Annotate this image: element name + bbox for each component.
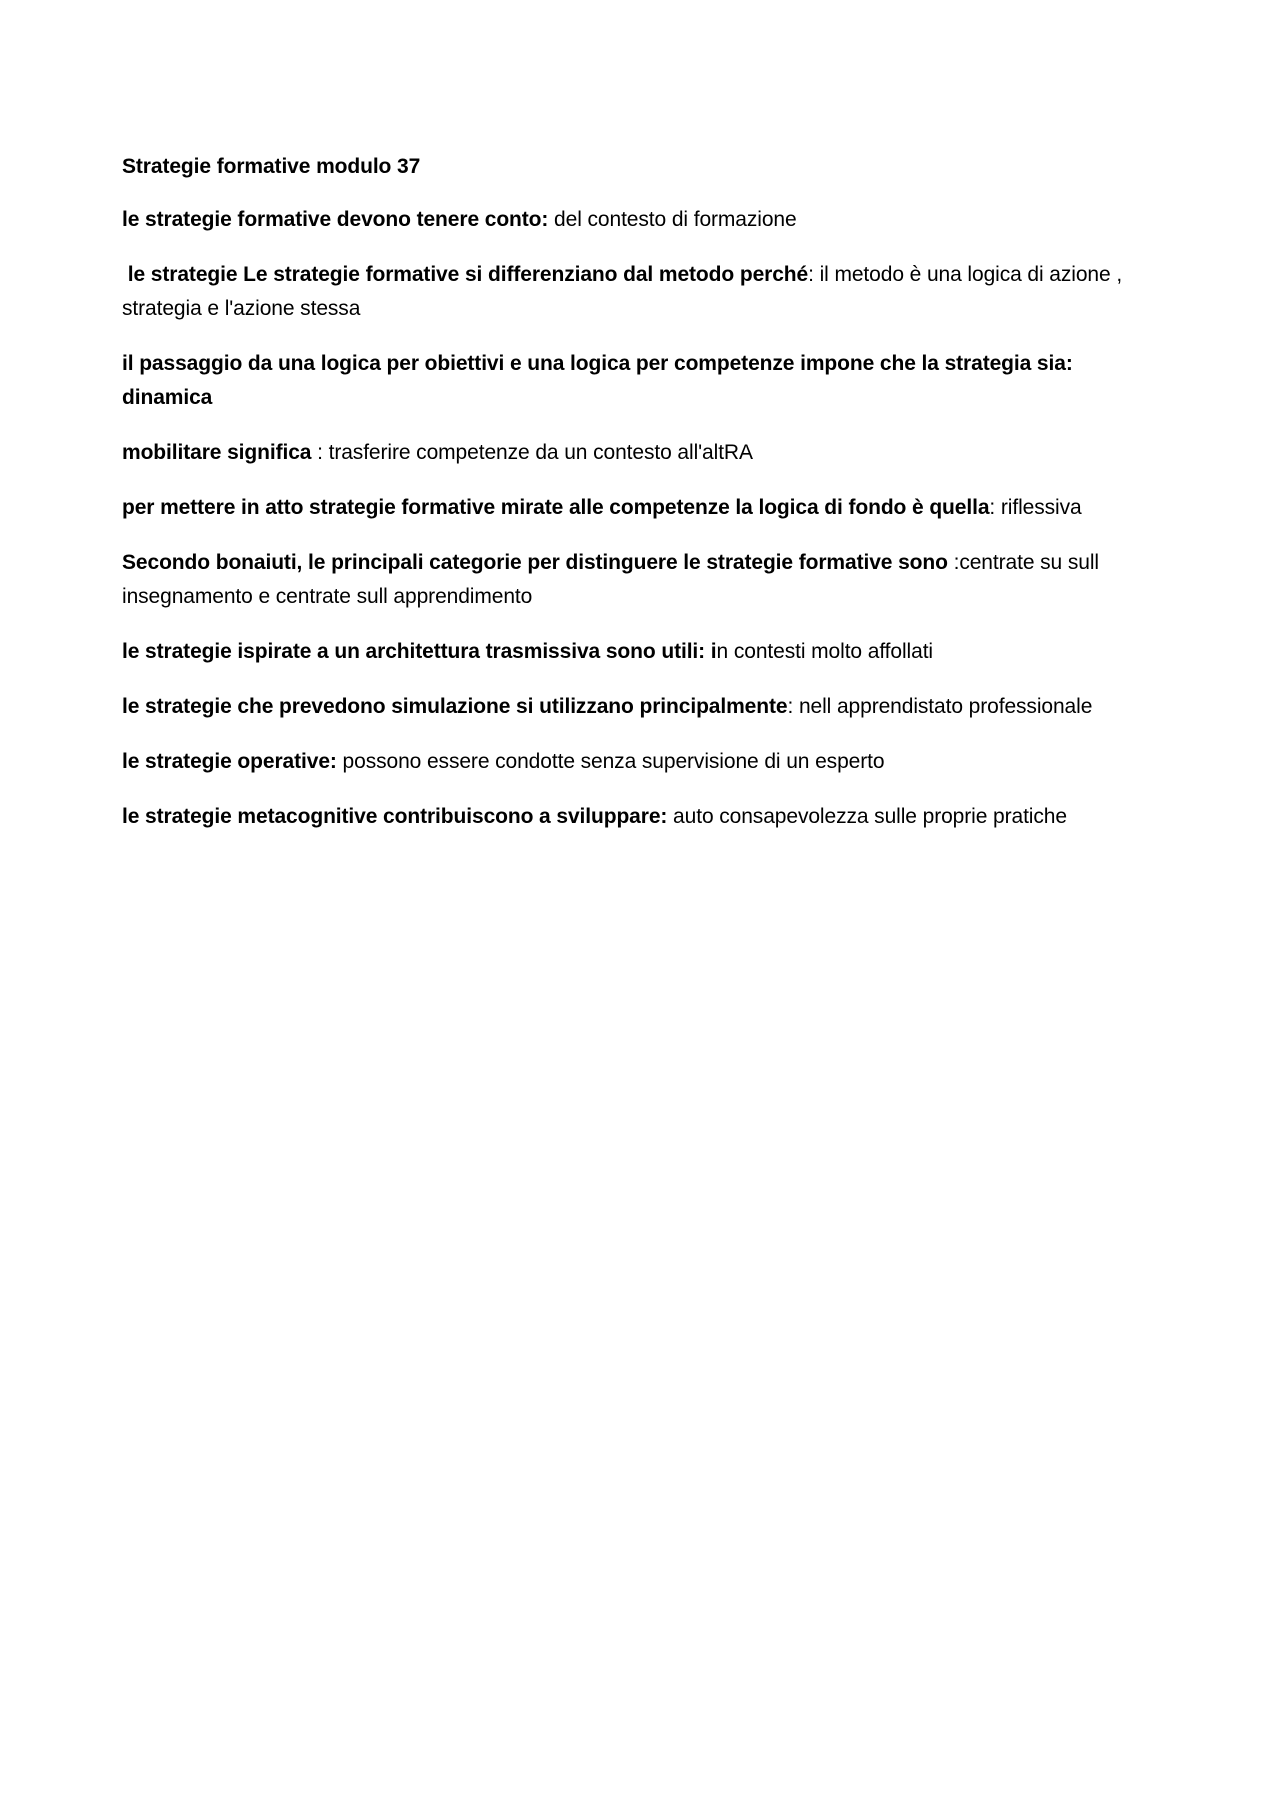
document-title: [122, 150, 1162, 184]
paragraph-8-answer: : nell apprendistato professionale: [787, 695, 1093, 718]
paragraph-3-question: il passaggio da una logica per obiettivi e una logica per competenze impone che la strategia sia: dinamica: [122, 352, 1073, 409]
paragraph-7-question: le strategie ispirate a un architettura trasmissiva sono utili: i: [122, 640, 717, 663]
paragraph-1-question: le strategie formative devono tenere conto:: [122, 208, 549, 231]
paragraph-9: [122, 745, 1162, 779]
paragraph-6: [122, 546, 1162, 614]
paragraph-7: [122, 635, 1162, 669]
paragraph-6-question: Secondo bonaiuti, le principali categorie per distinguere le strategie formative sono: [122, 551, 948, 574]
paragraph-10: [122, 800, 1162, 834]
paragraph-5: [122, 491, 1162, 525]
paragraph-2-answer: : il metodo è una logica di azione , strategia e l'azione stessa: [122, 263, 1128, 320]
paragraph-1-answer: del contesto di formazione: [548, 208, 797, 231]
paragraph-10-question: le strategie metacognitive contribuiscono a sviluppare:: [122, 805, 668, 828]
paragraph-9-answer: possono essere condotte senza supervisione di un esperto: [336, 750, 885, 773]
paragraph-9-question: le strategie operative:: [122, 750, 337, 773]
document-body: [122, 150, 1162, 855]
paragraph-7-answer: n contesti molto affollati: [716, 640, 933, 663]
paragraph-10-answer: auto consapevolezza sulle proprie pratiche: [667, 805, 1067, 828]
paragraph-1: [122, 203, 1162, 237]
paragraph-8-question: le strategie che prevedono simulazione si utilizzano principalmente: [122, 695, 788, 718]
paragraph-2-question: le strategie Le strategie formative si differenziano dal metodo perché: [122, 263, 809, 286]
document-title-text: Strategie formative modulo 37: [122, 155, 421, 178]
paragraph-5-answer: : riflessiva: [989, 496, 1082, 519]
paragraph-4-answer: : trasferire competenze da un contesto all'altRA: [311, 441, 753, 464]
paragraph-6-answer: :centrate su sull insegnamento e centrate sull apprendimento: [122, 551, 1099, 608]
paragraph-4: [122, 436, 1162, 470]
paragraph-2: [122, 258, 1162, 326]
paragraph-5-question: per mettere in atto strategie formative mirate alle competenze la logica di fondo è quella: [122, 496, 990, 519]
paragraph-8: [122, 690, 1162, 724]
paragraph-4-question: mobilitare significa: [122, 441, 312, 464]
paragraph-3: [122, 347, 1162, 415]
